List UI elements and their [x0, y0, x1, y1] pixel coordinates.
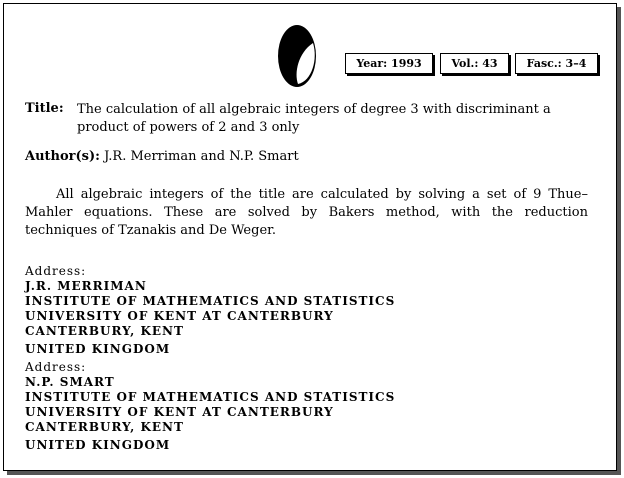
paper-title: The calculation of all algebraic integers of degree 3 with discriminant a product of powers of 2 and 3 only — [77, 102, 551, 135]
address-block-2 — [25, 360, 395, 453]
address-block-1 — [25, 264, 395, 357]
journal-logo-icon — [276, 23, 318, 89]
address-country: UNITED KINGDOM — [25, 342, 171, 356]
volume-box: Vol.: 43 — [440, 53, 509, 74]
authors-line — [25, 149, 299, 164]
address-university: UNIVERSITY OF KENT AT CANTERBURY — [25, 309, 334, 323]
address-label: Address: — [25, 264, 87, 278]
address-city: CANTERBURY, KENT — [25, 420, 184, 434]
fascicle-box: Fasc.: 3–4 — [515, 53, 598, 74]
year-box: Year: 1993 — [345, 53, 433, 74]
address-country: UNITED KINGDOM — [25, 438, 171, 452]
address-university: UNIVERSITY OF KENT AT CANTERBURY — [25, 405, 334, 419]
address-institute: INSTITUTE OF MATHEMATICS AND STATISTICS — [25, 294, 396, 308]
author-names: J.R. Merriman and N.P. Smart — [104, 149, 299, 164]
title-label: Title: — [25, 101, 64, 116]
address-city: CANTERBURY, KENT — [25, 324, 184, 338]
address-label: Address: — [25, 360, 87, 374]
address-name: J.R. MERRIMAN — [25, 279, 147, 293]
authors-label: Author(s): — [25, 149, 100, 164]
address-institute: INSTITUTE OF MATHEMATICS AND STATISTICS — [25, 390, 396, 404]
address-name: N.P. SMART — [25, 375, 115, 389]
abstract-text: All algebraic integers of the title are calculated by solving a set of 9 Thue–Mahler equations. These are solved by Bakers method, with the reduction techniques of Tzanakis and De Weger. — [25, 187, 588, 238]
